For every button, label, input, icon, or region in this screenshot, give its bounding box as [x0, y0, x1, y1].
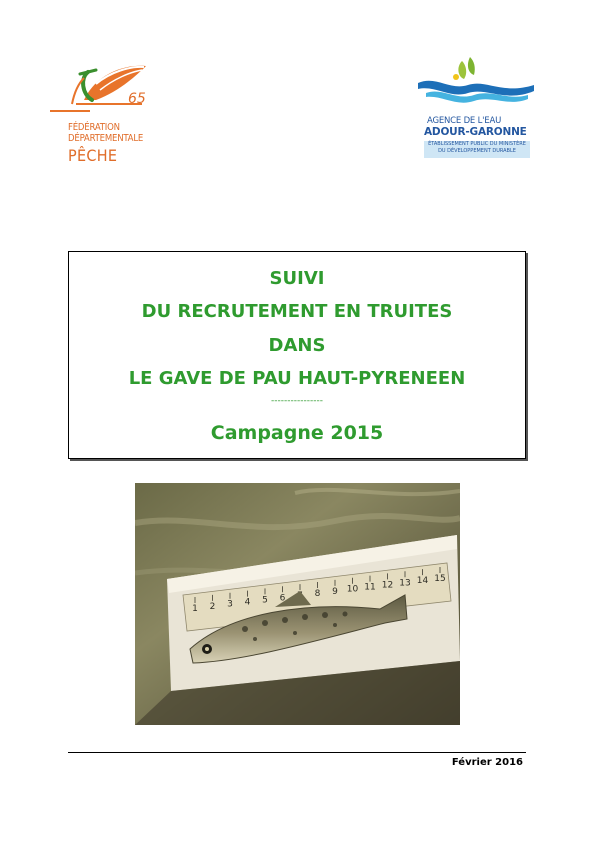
agence-line-2: ADOUR-GARONNE	[424, 126, 527, 138]
ruler-tick-label: 15	[434, 574, 446, 584]
ruler-tick-label: 2	[209, 601, 216, 612]
ruler-tick-label: 13	[399, 578, 411, 589]
title-line-2: DU RECRUTEMENT EN TRUITES	[141, 301, 453, 322]
department-number: 65	[128, 91, 146, 107]
ruler-tick-label: 10	[346, 584, 359, 595]
agence-subtitle-2: DU DÉVELOPPEMENT DURABLE	[438, 148, 516, 154]
title-separator: ----------------	[271, 396, 323, 406]
title-line-1: SUIVI	[269, 268, 325, 289]
ruler-tick-label: 3	[227, 599, 233, 610]
campaign-year: Campagne 2015	[210, 422, 384, 444]
ruler-tick-label: 9	[332, 586, 338, 597]
ruler-tick-label: 1	[192, 604, 198, 614]
ruler-tick-label: 11	[364, 582, 376, 593]
ruler-tick-label: 6	[279, 593, 286, 604]
water-wave-icon	[416, 55, 536, 115]
agence-subtitle-band	[424, 141, 530, 158]
ruler-tick-label: 14	[416, 576, 429, 587]
federation-line-3: PÊCHE	[68, 146, 118, 165]
federation-line-2: DÉPARTEMENTALE	[68, 133, 144, 144]
title-line-3: DANS	[268, 335, 326, 356]
title-box	[68, 251, 526, 459]
agence-line-1: AGENCE DE L'EAU	[427, 116, 502, 126]
publication-date: Février 2016	[451, 757, 523, 768]
trout-ruler-photo	[135, 483, 460, 725]
ruler-tick-label: 12	[381, 580, 394, 591]
agence-logo	[416, 55, 536, 165]
footer-rule	[68, 752, 526, 753]
federation-line-1: FÉDÉRATION	[68, 122, 120, 133]
ruler-tick-label: 8	[314, 589, 321, 599]
agence-subtitle-1: ÉTABLISSEMENT PUBLIC DU MINISTÈRE	[428, 141, 526, 147]
ruler-tick-label: 5	[262, 595, 268, 606]
title-line-4: LE GAVE DE PAU HAUT-PYRENEEN	[128, 368, 466, 389]
ruler-tick-label: 4	[244, 597, 251, 608]
federation-logo	[44, 54, 164, 169]
